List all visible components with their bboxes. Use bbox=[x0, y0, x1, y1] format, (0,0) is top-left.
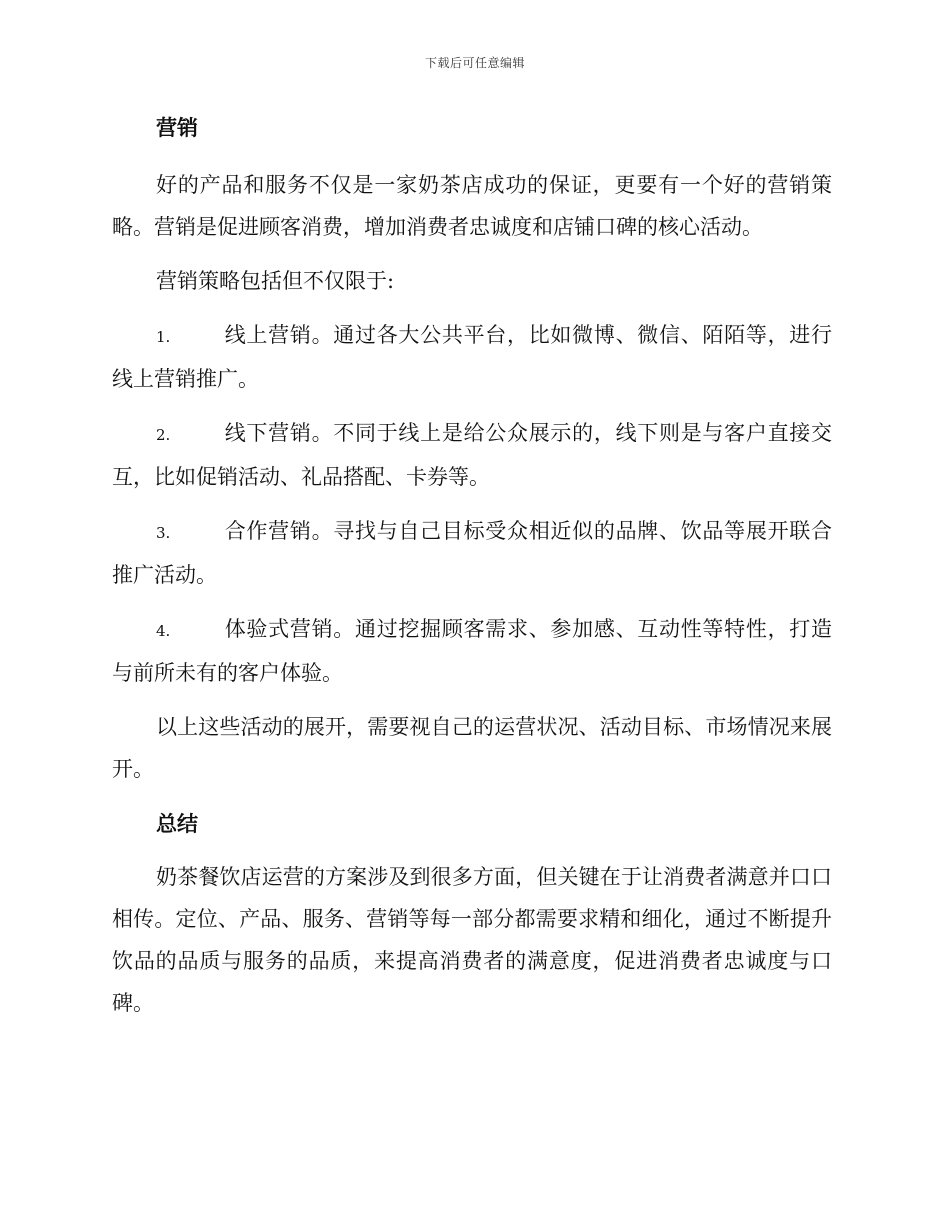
list-text: 线下营销。不同于线上是给公众展示的，线下则是与客户直接交互，比如促销活动、礼品搭配、卡券等。 bbox=[112, 421, 832, 489]
list-number: 4. bbox=[156, 622, 171, 640]
document-body bbox=[112, 108, 832, 1036]
list-item bbox=[112, 412, 832, 498]
list-number: 1. bbox=[156, 328, 171, 346]
section-title-summary: 总结 bbox=[156, 812, 198, 836]
list-number: 2. bbox=[156, 426, 171, 444]
section-title-marketing: 营销 bbox=[156, 116, 198, 140]
page-header-note: 下载后可任意编辑 bbox=[424, 56, 525, 70]
list-text: 体验式营销。通过挖掘顾客需求、参加感、互动性等特性，打造与前所未有的客户体验。 bbox=[112, 617, 832, 685]
list-number: 3. bbox=[156, 524, 171, 542]
list-text: 线上营销。通过各大公共平台，比如微博、微信、陌陌等，进行线上营销推广。 bbox=[112, 323, 832, 391]
list-text: 合作营销。寻找与自己目标受众相近似的品牌、饮品等展开联合推广活动。 bbox=[112, 519, 832, 587]
marketing-lead: 营销策略包括但不仅限于: bbox=[156, 269, 395, 293]
marketing-intro: 好的产品和服务不仅是一家奶茶店成功的保证，更要有一个好的营销策略。营销是促进顾客消费，增加消费者忠诚度和店铺口碑的核心活动。 bbox=[112, 173, 832, 239]
list-item bbox=[112, 510, 832, 596]
marketing-closing: 以上这些活动的展开，需要视自己的运营状况、活动目标、市场情况来展开。 bbox=[112, 715, 832, 781]
list-item bbox=[112, 608, 832, 694]
summary-body: 奶茶餐饮店运营的方案涉及到很多方面，但关键在于让消费者满意并口口相传。定位、产品、服务、营销等每一部分都需要求精和细化，通过不断提升饮品的品质与服务的品质，来提高消费者的满意度，促进消费者忠诚度与口碑。 bbox=[112, 865, 832, 1015]
list-item bbox=[112, 314, 832, 400]
